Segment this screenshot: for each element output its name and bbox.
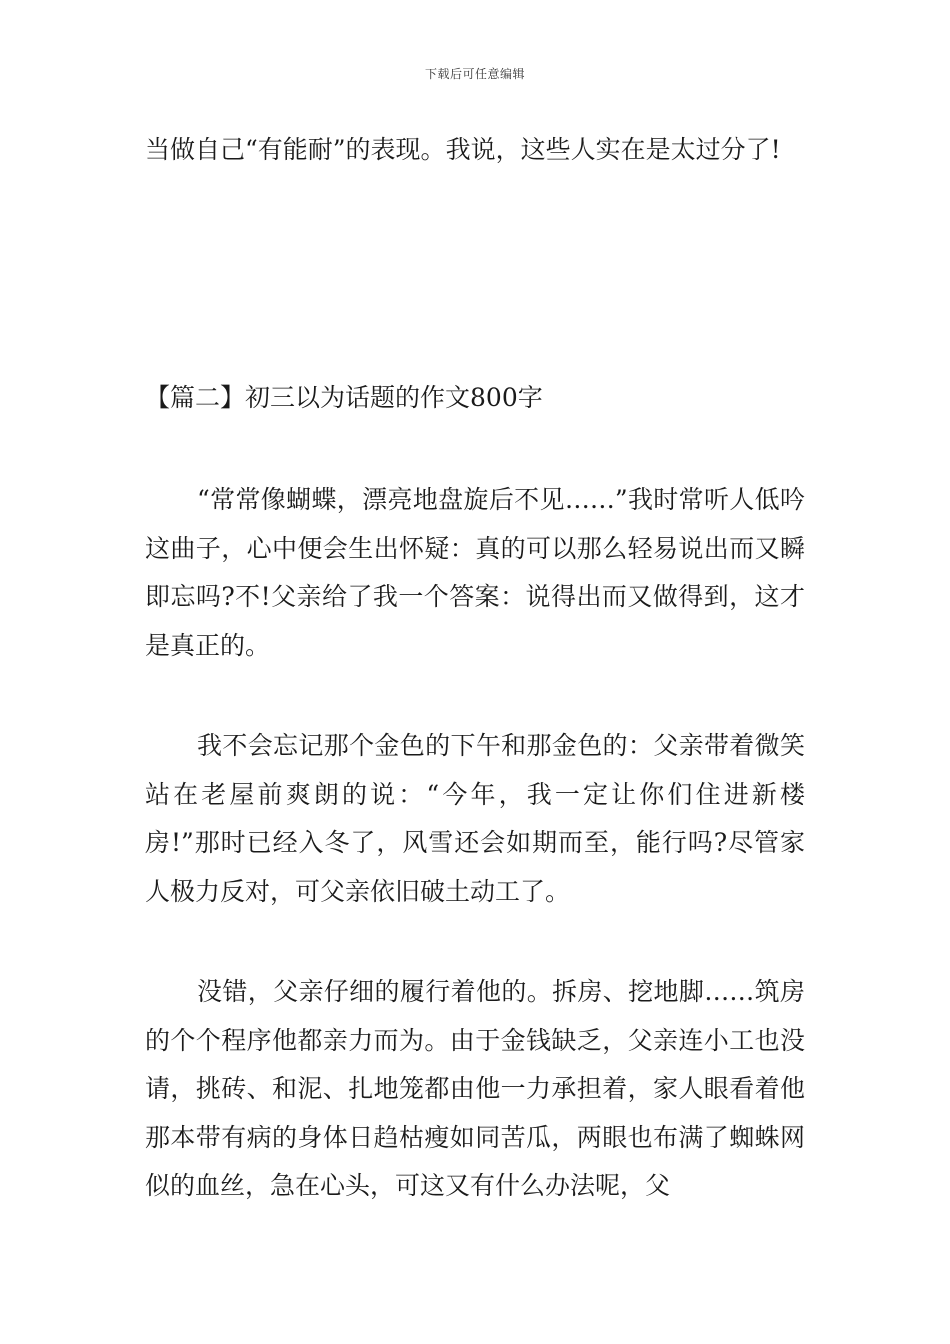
paragraph: 没错，父亲仔细的履行着他的。拆房、挖地脚……筑房的个个程序他都亲力而为。由于金钱缺乏，父亲连小工也没请，挑砖、和泥、扎地笼都由他一力承担着，家人眼看着他那本带有病的身体日趋枯瘦如同苦瓜，两眼也布满了蜘蛛网似的血丝，急在心头，可这又有什么办法呢，父 xyxy=(145,977,805,1200)
section-heading: 【篇二】初三以为话题的作文800字 xyxy=(145,383,543,412)
page-header: 下载后可任意编辑 xyxy=(424,67,525,81)
continued-paragraph: 当做自己“有能耐”的表现。我说，这些人实在是太过分了! xyxy=(145,135,781,164)
paragraph: 我不会忘记那个金色的下午和那金色的：父亲带着微笑站在老屋前爽朗的说：“今年，我一定让你们住进新楼房!”那时已经入冬了，风雪还会如期而至，能行吗?尽管家人极力反对，可父亲依旧破土动工了。 xyxy=(145,731,805,906)
paragraph: “常常像蝴蝶，漂亮地盘旋后不见……”我时常听人低吟这曲子，心中便会生出怀疑：真的可以那么轻易说出而又瞬即忘吗?不!父亲给了我一个答案：说得出而又做得到，这才是真正的。 xyxy=(145,485,805,660)
